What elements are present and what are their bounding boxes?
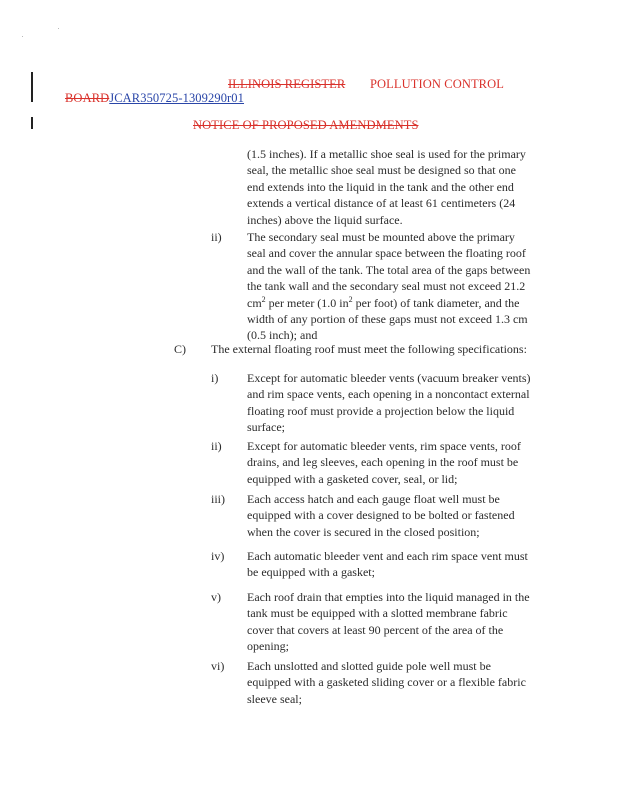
text-line: Each access hatch and each gauge float well must be (247, 492, 500, 506)
jcar-code: JCAR350725-1309290r01 (109, 91, 245, 105)
text-line: extends a vertical distance of at least 61 centimeters (24 (247, 196, 516, 211)
board-struck: BOARD (65, 91, 110, 105)
change-bar (31, 117, 33, 129)
text-line: The secondary seal must be mounted above the primary (247, 230, 515, 244)
text-line: drains, and leg sleeves, each opening in the roof must be (247, 455, 519, 470)
register-title: ILLINOIS REGISTER (228, 77, 346, 91)
item-marker: v) (211, 590, 221, 604)
change-bar (31, 72, 33, 102)
text-line: the tank wall and the secondary seal must not exceed 21.2 (247, 279, 526, 294)
board-line (65, 91, 244, 106)
subitem-paragraph (247, 370, 531, 436)
scan-speck (22, 36, 23, 37)
item-marker: vi) (211, 659, 225, 673)
text-line: seal, the metallic shoe seal must be designed so that one (247, 163, 516, 178)
text-line: be equipped with a gasket; (247, 565, 375, 580)
text-line: Each unslotted and slotted guide pole well must be (247, 659, 491, 673)
subitem-paragraph (247, 438, 521, 487)
text-line: equipped with a gasketed sliding cover or a flexible fabric (247, 675, 526, 690)
item-c-text: The external floating roof must meet the following specifications: (211, 342, 527, 356)
text-line: Each automatic bleeder vent and each rim space vent must (247, 549, 528, 563)
text-line: equipped with a gasketed cover, seal, or lid; (247, 471, 458, 486)
text-line: width of any portion of these gaps must not exceed 1.3 cm (247, 312, 528, 327)
text-line: Except for automatic bleeder vents, rim space vents, roof (247, 439, 521, 453)
text-line: inches) above the liquid surface. (247, 212, 403, 227)
text-line: (1.5 inches). If a metallic shoe seal is used for the primary (247, 147, 526, 161)
text-line: tank must be equipped with a slotted membrane fabric (247, 606, 508, 621)
scan-speck (58, 28, 59, 29)
subitem-paragraph (247, 548, 528, 581)
text-line: and rim space vents, each opening in a noncontact external (247, 387, 530, 402)
item-marker: C) (174, 342, 186, 356)
text-line: cover that covers at least 90 percent of the area of the (247, 622, 504, 637)
text-line: Except for automatic bleeder vents (vacuum breaker vents) (247, 371, 531, 385)
text-line: (0.5 inch); and (247, 328, 318, 343)
subitem-paragraph (247, 491, 515, 540)
text-line: and the wall of the tank. The total area of the gaps between (247, 262, 531, 277)
section-title: POLLUTION CONTROL (370, 77, 504, 91)
subitem-paragraph (247, 658, 526, 707)
text-line: seal and cover the annular space between the floating roof (247, 246, 526, 261)
text-line: when the cover is secured in the closed position; (247, 524, 480, 539)
item-marker: i) (211, 371, 219, 385)
item-marker: iv) (211, 549, 225, 563)
text-line: surface; (247, 420, 285, 435)
secondary-seal-paragraph (247, 229, 530, 344)
item-marker: ii) (211, 230, 222, 244)
subitem-paragraph (247, 589, 530, 655)
text-line: sleeve seal; (247, 691, 302, 706)
item-marker: ii) (211, 439, 222, 453)
text-line: equipped with a cover designed to be bolted or fastened (247, 508, 515, 523)
text-line: $cm^2$ per meter (1.0 $in^2$ per foot) of tank diameter, and the (247, 294, 520, 310)
notice-title: NOTICE OF PROPOSED AMENDMENTS (193, 118, 419, 132)
text-line: opening; (247, 639, 289, 654)
item-marker: iii) (211, 492, 225, 506)
text-line: floating roof must provide a projection below the liquid (247, 403, 515, 418)
text-line: Each roof drain that empties into the liquid managed in the (247, 590, 530, 604)
intro-paragraph (247, 146, 526, 228)
text-line: end extends into the liquid in the tank and the other end (247, 179, 514, 194)
